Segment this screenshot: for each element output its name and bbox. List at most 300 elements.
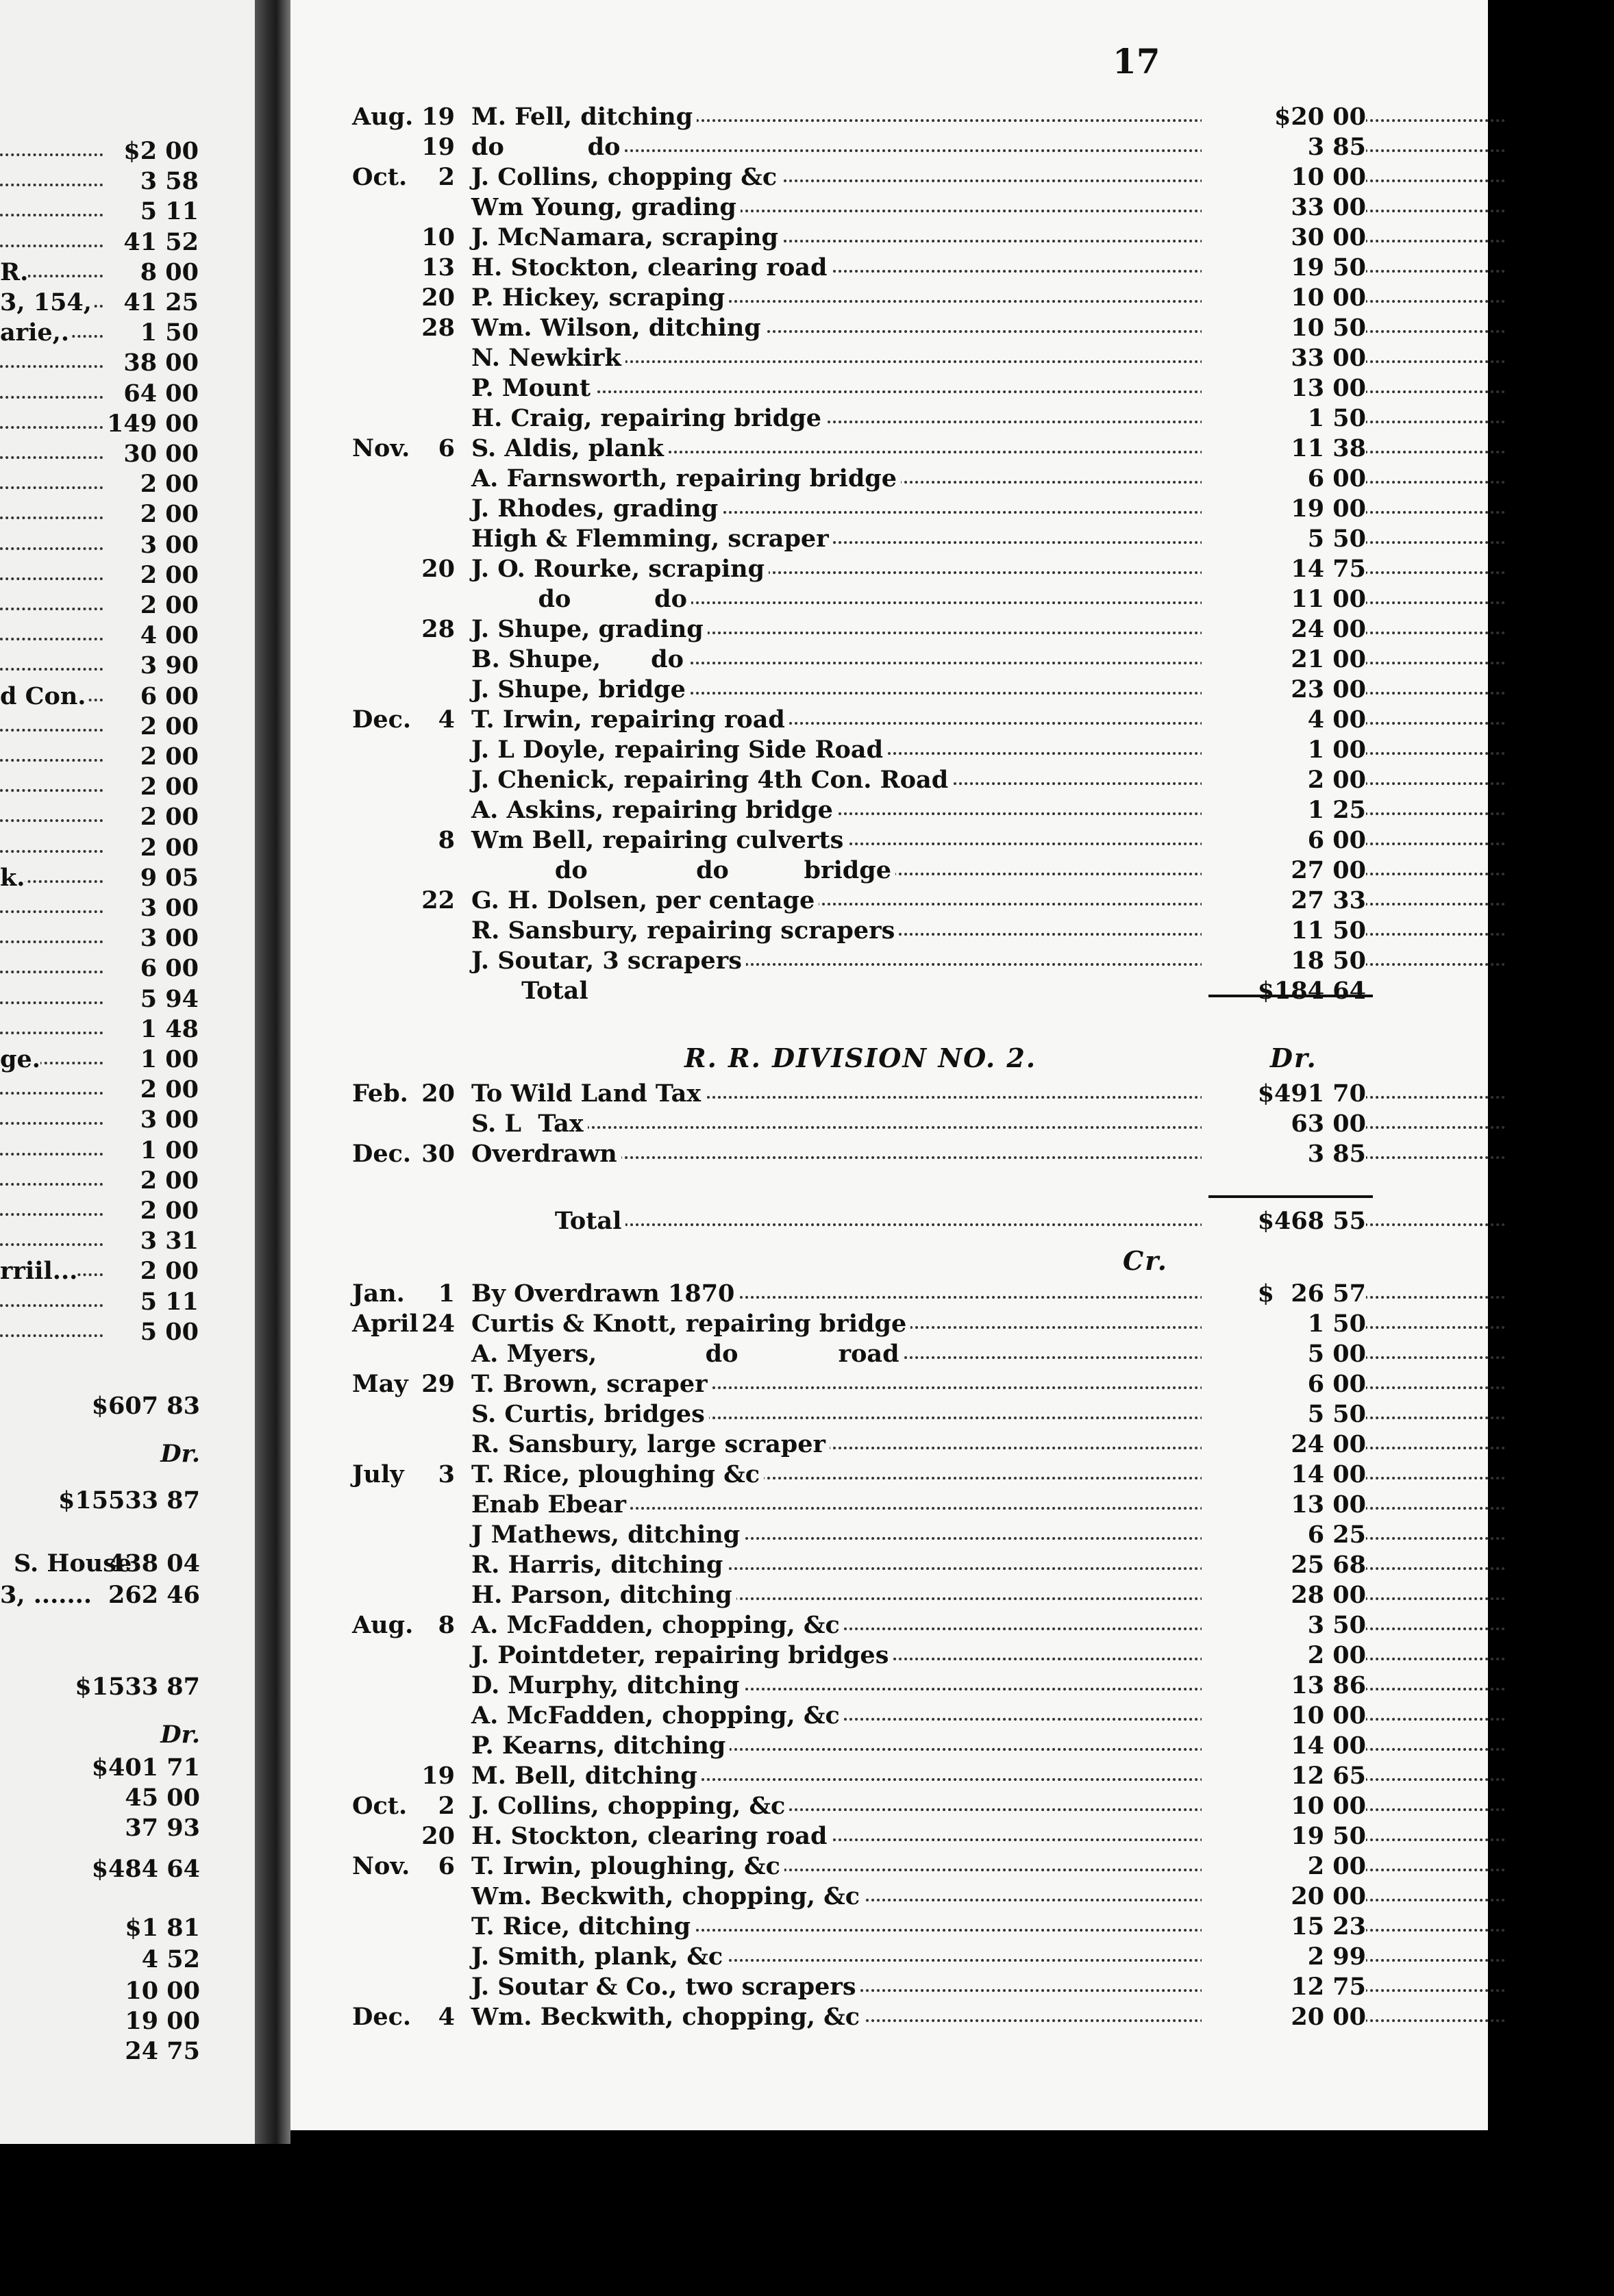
ledger-row bbox=[290, 1641, 1488, 1671]
ledger-row bbox=[290, 1762, 1488, 1792]
left-row-label: 3, 154, bbox=[0, 288, 92, 316]
ledger-row bbox=[290, 555, 1488, 585]
ledger-row bbox=[290, 133, 1488, 163]
entry-amount: 30 00 bbox=[1202, 223, 1366, 251]
entry-amount: 5 50 bbox=[1202, 525, 1366, 553]
left-ledger-row bbox=[0, 1288, 199, 1318]
entry-description: Wm Young, grading bbox=[471, 193, 741, 221]
entry-description: H. Stockton, clearing road bbox=[471, 253, 831, 282]
entry-description: do do bbox=[471, 133, 625, 161]
left-ledger-row bbox=[0, 803, 199, 833]
entry-description: Curtis & Knott, repairing bridge bbox=[471, 1310, 910, 1338]
left-ledger-row bbox=[0, 1136, 199, 1166]
entry-description: A. McFadden, chopping, &c bbox=[471, 1701, 844, 1730]
entry-amount: 5 00 bbox=[1202, 1340, 1366, 1368]
entry-description: J. Soutar, 3 scrapers bbox=[471, 947, 746, 975]
ledger-row bbox=[290, 1912, 1488, 1943]
entry-description: M. Fell, ditching bbox=[471, 103, 697, 131]
entry-amount: 1 25 bbox=[1202, 796, 1366, 824]
entry-description: P. Kearns, ditching bbox=[471, 1732, 730, 1760]
left-row-amount: 2 00 bbox=[140, 712, 199, 740]
left-ledger-row bbox=[0, 1015, 199, 1045]
entry-description: S. Aldis, plank bbox=[471, 434, 668, 462]
left-ledger-row bbox=[0, 258, 199, 288]
entry-amount: 4 00 bbox=[1202, 706, 1366, 734]
left-ledger-row bbox=[0, 773, 199, 803]
entry-month: Dec. bbox=[352, 706, 412, 734]
entry-day: 1 bbox=[438, 1280, 455, 1308]
entry-day: 13 bbox=[421, 253, 455, 282]
ledger-row bbox=[290, 1792, 1488, 1822]
entry-amount: 14 75 bbox=[1202, 555, 1366, 583]
entry-description: R. Harris, ditching bbox=[471, 1551, 727, 1579]
leader-dots bbox=[0, 1032, 103, 1034]
entry-amount: 23 00 bbox=[1202, 675, 1366, 703]
ledger-row bbox=[290, 1822, 1488, 1852]
entry-amount: $491 70 bbox=[1202, 1080, 1366, 1108]
ledger-row bbox=[290, 314, 1488, 344]
entry-day: 8 bbox=[438, 826, 455, 854]
entry-day: 20 bbox=[421, 555, 455, 583]
left-row-amount: 5 11 bbox=[140, 1287, 199, 1316]
entry-description: J. L Doyle, repairing Side Road bbox=[471, 736, 887, 764]
page-number: 17 bbox=[1113, 41, 1160, 82]
left-row-amount: 5 11 bbox=[140, 197, 199, 226]
entry-month: Oct. bbox=[352, 1792, 408, 1820]
entry-amount: $184 64 bbox=[1202, 977, 1366, 1005]
leader-dots bbox=[0, 365, 103, 368]
entry-description: High & Flemming, scraper bbox=[471, 525, 833, 553]
entry-month: Nov. bbox=[352, 1852, 410, 1880]
left-row-amount: 3 00 bbox=[140, 924, 199, 953]
left-total: $1533 87 bbox=[75, 1673, 200, 1701]
entry-amount: 1 50 bbox=[1202, 1310, 1366, 1338]
entry-amount: 33 00 bbox=[1202, 344, 1366, 372]
entry-day: 10 bbox=[421, 223, 455, 251]
entry-description: T. Brown, scraper bbox=[471, 1370, 712, 1398]
entry-description: B. Shupe, do bbox=[471, 645, 688, 673]
ledger-row bbox=[290, 1943, 1488, 1973]
entry-day: 20 bbox=[421, 284, 455, 312]
leader-dots bbox=[0, 971, 103, 973]
entry-day: 20 bbox=[421, 1822, 455, 1850]
left-row-amount: 8 00 bbox=[140, 258, 199, 286]
entry-amount: 6 00 bbox=[1202, 826, 1366, 854]
entry-day: 30 bbox=[421, 1140, 455, 1168]
left-ledger-row bbox=[0, 1227, 199, 1257]
ledger-row bbox=[290, 344, 1488, 374]
ledger-row bbox=[290, 736, 1488, 766]
entry-description: Enab Ebear bbox=[471, 1490, 630, 1519]
leader-dots bbox=[0, 668, 103, 671]
ledger-row bbox=[290, 1671, 1488, 1701]
ledger-row bbox=[290, 585, 1488, 615]
ledger-row bbox=[290, 916, 1488, 947]
entry-amount: $20 00 bbox=[1202, 103, 1366, 131]
ledger-row bbox=[290, 886, 1488, 916]
ledger-row bbox=[290, 1080, 1488, 1110]
left-ledger-row bbox=[0, 834, 199, 864]
entry-description: D. Murphy, ditching bbox=[471, 1671, 743, 1699]
leader-dots bbox=[0, 729, 103, 732]
leader-dots bbox=[0, 910, 103, 913]
entry-amount: 20 00 bbox=[1202, 1882, 1366, 1910]
entry-day: 2 bbox=[438, 1792, 455, 1820]
entry-month: Feb. bbox=[352, 1080, 408, 1108]
entry-amount: 27 33 bbox=[1202, 886, 1366, 914]
leader-dots bbox=[0, 789, 103, 792]
entry-amount: 13 00 bbox=[1202, 1490, 1366, 1519]
leader-dots bbox=[0, 1001, 103, 1004]
entry-day: 6 bbox=[438, 434, 455, 462]
entry-day: 28 bbox=[421, 314, 455, 342]
entry-amount: 10 00 bbox=[1202, 1701, 1366, 1730]
cr-label: Cr. bbox=[1123, 1245, 1169, 1276]
entry-amount: 6 25 bbox=[1202, 1521, 1366, 1549]
entry-month: July bbox=[352, 1460, 404, 1488]
entry-description: S. L Tax bbox=[471, 1110, 588, 1138]
entry-day: 2 bbox=[438, 163, 455, 191]
entry-description: M. Bell, ditching bbox=[471, 1762, 702, 1790]
left-ledger-row bbox=[0, 197, 199, 227]
left-ledger-row bbox=[0, 470, 199, 500]
left-amount: $401 71 bbox=[91, 1754, 200, 1782]
ledger-row bbox=[290, 1521, 1488, 1551]
entry-amount: 2 00 bbox=[1202, 1852, 1366, 1880]
left-ledger-row bbox=[0, 864, 199, 894]
left-row-amount: 3 58 bbox=[140, 167, 199, 196]
left-row-amount: 30 00 bbox=[123, 440, 199, 468]
left-page-fragment bbox=[0, 0, 255, 2144]
left-amount: 262 46 bbox=[108, 1581, 200, 1609]
entry-amount: 20 00 bbox=[1202, 2003, 1366, 2031]
ledger-row bbox=[290, 1340, 1488, 1370]
entry-amount: 10 50 bbox=[1202, 314, 1366, 342]
entry-description: Wm Bell, repairing culverts bbox=[471, 826, 847, 854]
entry-amount: 24 00 bbox=[1202, 615, 1366, 643]
ledger-row bbox=[290, 374, 1488, 404]
entry-description: J Mathews, ditching bbox=[471, 1521, 744, 1549]
left-row-amount: 2 00 bbox=[140, 773, 199, 801]
left-amount: 438 04 bbox=[108, 1549, 200, 1577]
left-row-amount: 38 00 bbox=[123, 349, 199, 377]
total-row bbox=[290, 977, 1488, 1007]
entry-day: 4 bbox=[438, 706, 455, 734]
left-ledger-row bbox=[0, 1106, 199, 1136]
entry-month: Dec. bbox=[352, 2003, 412, 2031]
left-ledger-row bbox=[0, 440, 199, 470]
entry-amount: 15 23 bbox=[1202, 1912, 1366, 1941]
entry-description: Total bbox=[471, 977, 593, 1005]
entry-day: 24 bbox=[421, 1310, 455, 1338]
leader-dots bbox=[0, 1243, 103, 1246]
left-ledger-row bbox=[0, 1045, 199, 1075]
entry-description: Wm. Beckwith, chopping, &c bbox=[471, 1882, 864, 1910]
left-row-amount: 2 00 bbox=[140, 803, 199, 832]
left-ledger-row bbox=[0, 561, 199, 591]
left-ledger-row bbox=[0, 621, 199, 651]
left-row-amount: 1 00 bbox=[140, 1045, 199, 1073]
ledger-row bbox=[290, 1490, 1488, 1521]
entry-description: T. Irwin, repairing road bbox=[471, 706, 789, 734]
entry-amount: 11 00 bbox=[1202, 585, 1366, 613]
entry-month: May bbox=[352, 1370, 408, 1398]
left-ledger-row bbox=[0, 531, 199, 561]
left-ledger-row bbox=[0, 985, 199, 1015]
leader-dots bbox=[0, 396, 103, 399]
entry-amount: 14 00 bbox=[1202, 1460, 1366, 1488]
entry-amount: 3 85 bbox=[1202, 133, 1366, 161]
left-row-amount: 2 00 bbox=[140, 1197, 199, 1225]
ledger-row bbox=[290, 1551, 1488, 1581]
left-ledger-row bbox=[0, 743, 199, 773]
ledger-row bbox=[290, 947, 1488, 977]
entry-day: 19 bbox=[421, 103, 455, 131]
entry-amount: 19 00 bbox=[1202, 495, 1366, 523]
entry-description: J. Collins, chopping &c bbox=[471, 163, 781, 191]
left-ledger-row bbox=[0, 1318, 199, 1348]
entry-description: J. Shupe, bridge bbox=[471, 675, 690, 703]
leader-dots bbox=[0, 426, 103, 429]
entry-description: R. Sansbury, large scraper bbox=[471, 1430, 830, 1458]
left-row-amount: $2 00 bbox=[123, 137, 199, 165]
ledger-row bbox=[290, 1701, 1488, 1732]
entry-amount: 2 00 bbox=[1202, 766, 1366, 794]
left-amount: $1 81 bbox=[125, 1914, 200, 1942]
ledger-row bbox=[290, 1581, 1488, 1611]
ledger-row bbox=[290, 1460, 1488, 1490]
entry-description: T. Rice, ditching bbox=[471, 1912, 695, 1941]
entry-amount: 1 00 bbox=[1202, 736, 1366, 764]
entry-amount: 13 00 bbox=[1202, 374, 1366, 402]
entry-amount: 13 86 bbox=[1202, 1671, 1366, 1699]
ledger-row bbox=[290, 464, 1488, 495]
entry-amount: 28 00 bbox=[1202, 1581, 1366, 1609]
left-row-amount: 64 00 bbox=[123, 379, 199, 408]
left-ledger-row bbox=[0, 349, 199, 379]
entry-description: J. Rhodes, grading bbox=[471, 495, 722, 523]
ledger-row bbox=[290, 856, 1488, 886]
left-ledger-row bbox=[0, 1257, 199, 1287]
leader-dots bbox=[0, 608, 103, 610]
leader-dots bbox=[0, 577, 103, 580]
entry-amount: 33 00 bbox=[1202, 193, 1366, 221]
left-row-amount: 2 00 bbox=[140, 1166, 199, 1195]
left-total: $607 83 bbox=[91, 1392, 200, 1420]
entry-description: Total bbox=[471, 1207, 625, 1235]
left-ledger-row bbox=[0, 894, 199, 924]
entry-amount: 19 50 bbox=[1202, 1822, 1366, 1850]
entry-description: P. Mount bbox=[471, 374, 595, 402]
entry-description: By Overdrawn 1870 bbox=[471, 1280, 738, 1308]
ledger-row bbox=[290, 525, 1488, 555]
ledger-row bbox=[290, 495, 1488, 525]
entry-description: A. Farnsworth, repairing bridge bbox=[471, 464, 901, 492]
ledger-row bbox=[290, 1732, 1488, 1762]
entry-day: 4 bbox=[438, 2003, 455, 2031]
left-ledger-row bbox=[0, 924, 199, 954]
left-row-amount: 3 90 bbox=[140, 651, 199, 680]
dr-label: Dr. bbox=[1270, 1043, 1317, 1073]
total-rule bbox=[1208, 995, 1373, 997]
left-ledger-row bbox=[0, 167, 199, 197]
entry-month: Aug. bbox=[352, 103, 414, 131]
left-ledger-row bbox=[0, 319, 199, 349]
left-row-amount: 4 00 bbox=[140, 621, 199, 650]
ledger-row bbox=[290, 284, 1488, 314]
entry-amount: 27 00 bbox=[1202, 856, 1366, 884]
entry-description: J. McNamara, scraping bbox=[471, 223, 782, 251]
left-label: S. House bbox=[14, 1549, 132, 1577]
left-row-amount: 3 00 bbox=[140, 530, 199, 559]
entry-amount: 18 50 bbox=[1202, 947, 1366, 975]
entry-description: J. Shupe, grading bbox=[471, 615, 708, 643]
leader-dots bbox=[0, 1334, 103, 1337]
left-row-amount: 2 00 bbox=[140, 1075, 199, 1104]
book-gutter bbox=[255, 0, 290, 2144]
entry-amount: 10 00 bbox=[1202, 163, 1366, 191]
entry-month: April bbox=[352, 1310, 419, 1338]
ledger-row bbox=[290, 1852, 1488, 1882]
entry-amount: 3 85 bbox=[1202, 1140, 1366, 1168]
entry-description: J. Pointdeter, repairing bridges bbox=[471, 1641, 893, 1669]
entry-amount: 6 00 bbox=[1202, 464, 1366, 492]
left-row-amount: 1 00 bbox=[140, 1136, 199, 1164]
leader-dots bbox=[0, 819, 103, 822]
leader-dots bbox=[0, 245, 103, 247]
ledger-row bbox=[290, 1882, 1488, 1912]
leader-dots bbox=[0, 486, 103, 489]
entry-description: H. Craig, repairing bridge bbox=[471, 404, 825, 432]
entry-amount: 63 00 bbox=[1202, 1110, 1366, 1138]
ledger-row bbox=[290, 1611, 1488, 1641]
left-row-amount: 2 00 bbox=[140, 833, 199, 862]
entry-amount: 12 65 bbox=[1202, 1762, 1366, 1790]
ledger-row bbox=[290, 1973, 1488, 2003]
left-ledger-row bbox=[0, 288, 199, 319]
ledger-row bbox=[290, 766, 1488, 796]
left-row-amount: 5 00 bbox=[140, 1317, 199, 1346]
left-row-amount: 3 31 bbox=[140, 1227, 199, 1256]
entry-amount: 5 50 bbox=[1202, 1400, 1366, 1428]
left-amount: 10 00 bbox=[125, 1977, 200, 2005]
entry-day: 3 bbox=[438, 1460, 455, 1488]
entry-amount: 10 00 bbox=[1202, 284, 1366, 312]
ledger-row bbox=[290, 1310, 1488, 1340]
entry-month: Dec. bbox=[352, 1140, 412, 1168]
ledger-row bbox=[290, 826, 1488, 856]
entry-description: P. Hickey, scraping bbox=[471, 284, 729, 312]
left-row-amount: 3 00 bbox=[140, 894, 199, 922]
total-rule bbox=[1208, 1195, 1373, 1198]
entry-amount: 2 99 bbox=[1202, 1943, 1366, 1971]
entry-description: Wm. Wilson, ditching bbox=[471, 314, 765, 342]
entry-description: S. Curtis, bridges bbox=[471, 1400, 709, 1428]
entry-day: 20 bbox=[421, 1080, 455, 1108]
ledger-row bbox=[290, 1400, 1488, 1430]
left-ledger-row bbox=[0, 410, 199, 440]
left-row-label: d Con. bbox=[0, 682, 86, 710]
left-row-amount: 2 00 bbox=[140, 743, 199, 771]
left-ledger-row bbox=[0, 1075, 199, 1106]
leader-dots bbox=[0, 516, 103, 519]
ledger-row bbox=[290, 645, 1488, 675]
entry-amount: $ 26 57 bbox=[1202, 1280, 1366, 1308]
ledger-row bbox=[290, 193, 1488, 223]
entry-description: H. Stockton, clearing road bbox=[471, 1822, 831, 1850]
entry-description: Overdrawn bbox=[471, 1140, 621, 1168]
leader-dots bbox=[0, 153, 103, 156]
leader-dots bbox=[0, 1183, 103, 1186]
left-row-amount: 41 25 bbox=[123, 288, 199, 316]
entry-description: H. Parson, ditching bbox=[471, 1581, 736, 1609]
entry-amount: 11 50 bbox=[1202, 916, 1366, 945]
leader-dots bbox=[0, 940, 103, 943]
left-ledger-row bbox=[0, 591, 199, 621]
entry-day: 8 bbox=[438, 1611, 455, 1639]
leader-dots bbox=[0, 638, 103, 640]
leader-dots bbox=[0, 1304, 103, 1307]
entry-day: 19 bbox=[421, 1762, 455, 1790]
left-ledger-row bbox=[0, 137, 199, 167]
ledger-row bbox=[290, 1430, 1488, 1460]
left-row-amount: 2 00 bbox=[140, 591, 199, 619]
left-row-amount: 5 94 bbox=[140, 984, 199, 1013]
entry-description: N. Newkirk bbox=[471, 344, 625, 372]
left-amount: 4 52 bbox=[141, 1945, 200, 1973]
leader-dots bbox=[0, 184, 103, 186]
left-amount: 19 00 bbox=[125, 2007, 200, 2035]
entry-amount: 14 00 bbox=[1202, 1732, 1366, 1760]
ledger-row bbox=[290, 103, 1488, 133]
left-ledger-row bbox=[0, 712, 199, 743]
entry-description: A. Myers, do road bbox=[471, 1340, 904, 1368]
ledger-row bbox=[290, 404, 1488, 434]
entry-description: A. McFadden, chopping, &c bbox=[471, 1611, 844, 1639]
ledger-row bbox=[290, 163, 1488, 193]
left-amount: 45 00 bbox=[125, 1784, 200, 1812]
leader-dots bbox=[0, 1122, 103, 1125]
left-row-amount: 9 05 bbox=[140, 863, 199, 892]
entry-month: Aug. bbox=[352, 1611, 414, 1639]
left-row-amount: 149 00 bbox=[107, 409, 199, 438]
entry-description: J. Chenick, repairing 4th Con. Road bbox=[471, 766, 952, 794]
left-row-amount: 2 00 bbox=[140, 470, 199, 499]
leader-dots bbox=[0, 850, 103, 853]
entry-description: T. Irwin, ploughing, &c bbox=[471, 1852, 784, 1880]
entry-description: Wm. Beckwith, chopping, &c bbox=[471, 2003, 864, 2031]
entry-amount: 1 50 bbox=[1202, 404, 1366, 432]
entry-description: J. Smith, plank, &c bbox=[471, 1943, 727, 1971]
leader-dots bbox=[0, 1153, 103, 1156]
leader-dots bbox=[0, 547, 103, 550]
entry-amount: 25 68 bbox=[1202, 1551, 1366, 1579]
left-row-amount: 3 00 bbox=[140, 1106, 199, 1134]
left-row-amount: 2 00 bbox=[140, 1257, 199, 1286]
leader-dots bbox=[0, 1092, 103, 1095]
left-ledger-row bbox=[0, 1166, 199, 1197]
left-ledger-row bbox=[0, 500, 199, 530]
left-ledger-row bbox=[0, 651, 199, 682]
left-amount: 37 93 bbox=[125, 1814, 200, 1842]
entry-amount: 12 75 bbox=[1202, 1973, 1366, 2001]
leader-dots bbox=[0, 214, 103, 216]
left-ledger-row bbox=[0, 954, 199, 984]
entry-amount: 3 50 bbox=[1202, 1611, 1366, 1639]
ledger-row bbox=[290, 1280, 1488, 1310]
left-row-amount: 6 00 bbox=[140, 954, 199, 983]
entry-description: To Wild Land Tax bbox=[471, 1080, 705, 1108]
